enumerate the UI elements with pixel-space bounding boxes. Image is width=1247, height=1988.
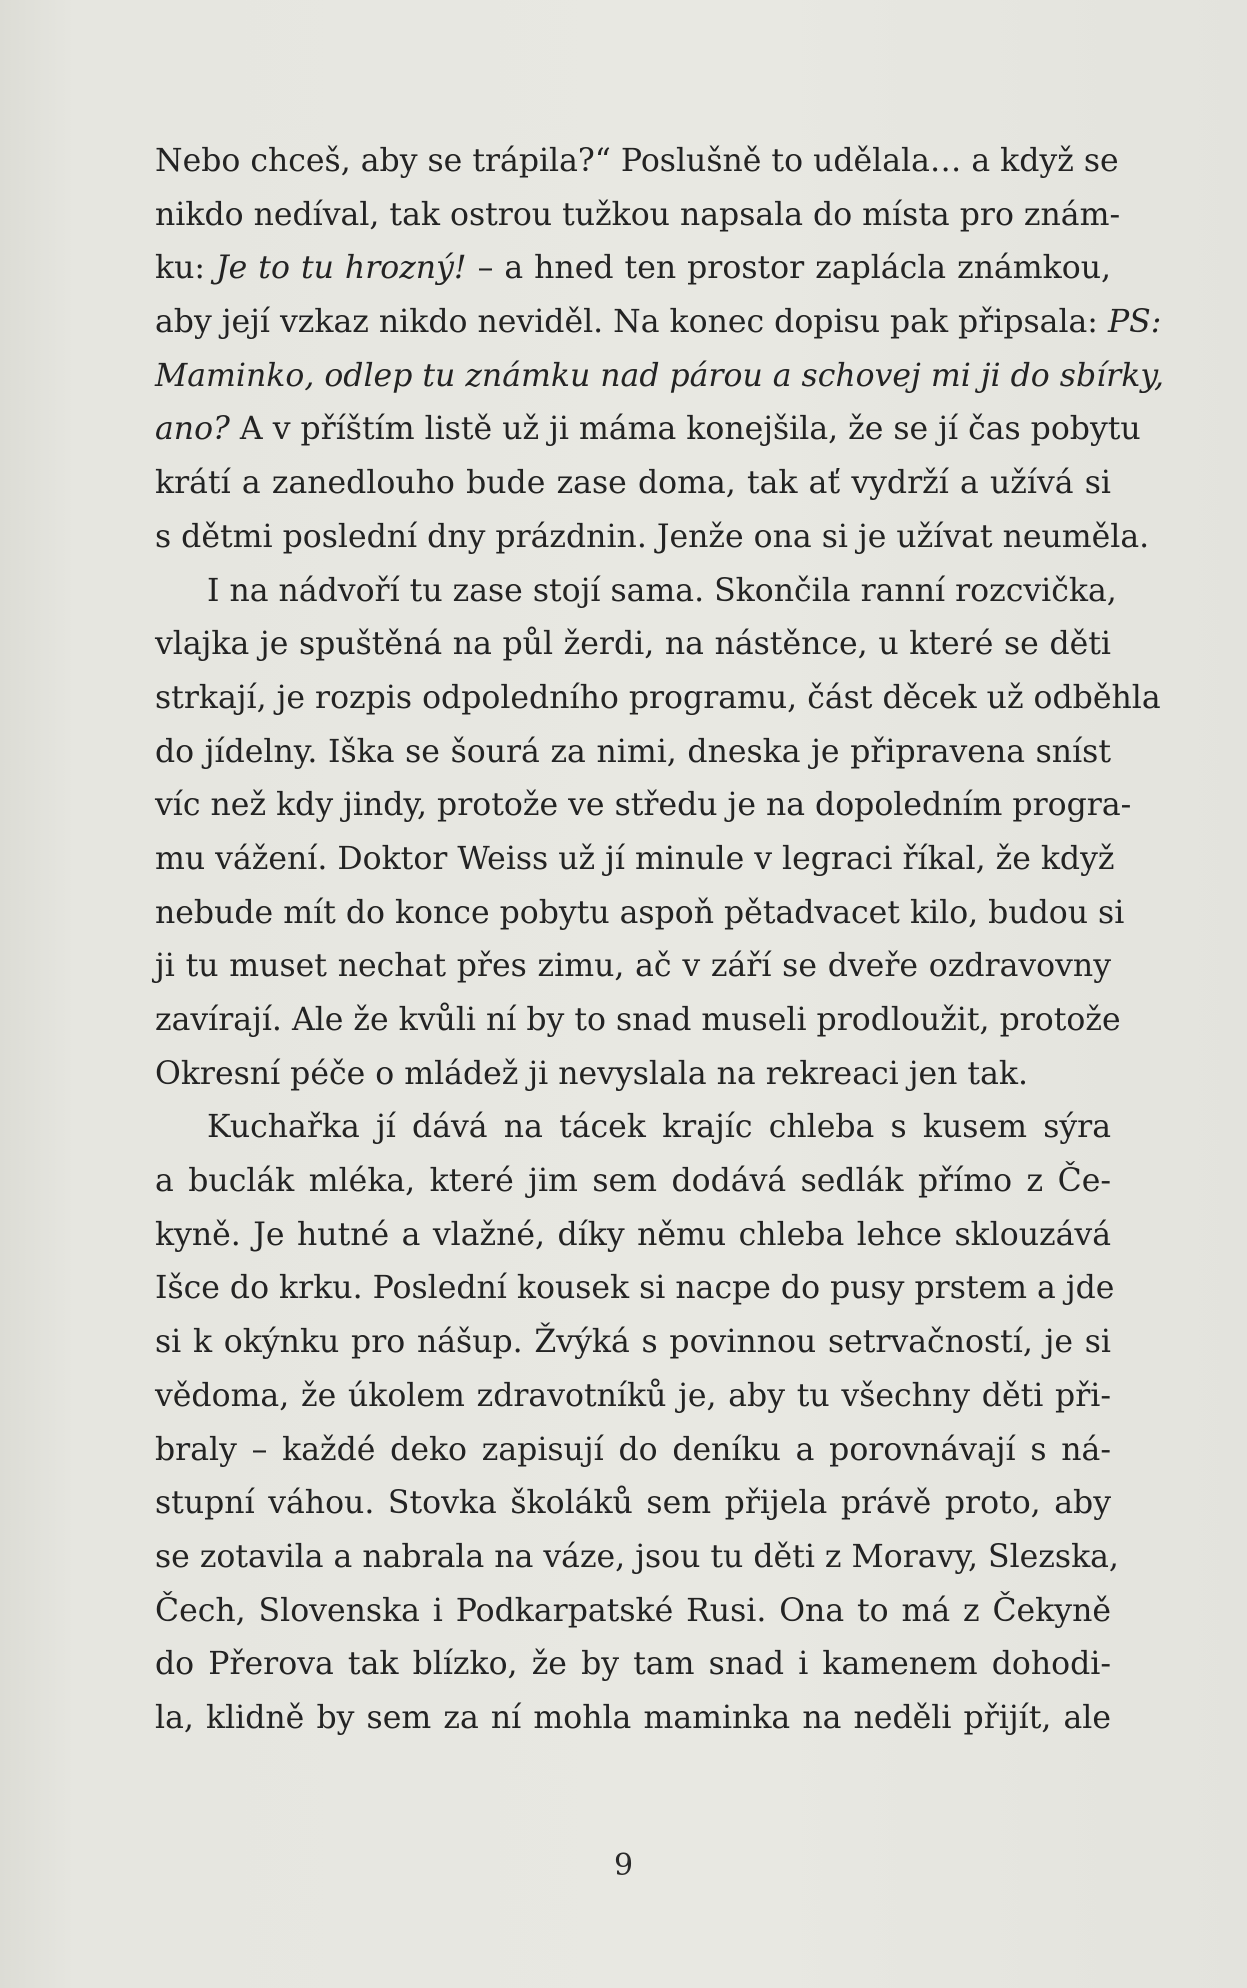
italic-text: PS: xyxy=(1107,304,1162,341)
text-line xyxy=(155,1585,1111,1639)
text-segment: Čech, Slovenska i Podkarpatské Rusi. Ona to má z Čekyně xyxy=(155,1592,1111,1629)
text-segment: si k okýnku pro nášup. Žvýká s povinnou setrvačností, je si xyxy=(155,1324,1111,1361)
text-segment: vědoma, že úkolem zdravotníků je, aby tu všechny děti při- xyxy=(155,1377,1111,1414)
text-line xyxy=(155,1209,1111,1263)
text-segment: Okresní péče o mládež ji nevyslala na rekreaci jen tak. xyxy=(155,1055,1028,1092)
text-segment: do Přerova tak blízko, že by tam snad i kamenem dohodi- xyxy=(155,1646,1111,1683)
text-line xyxy=(155,1531,1119,1585)
text-segment: nebude mít do konce pobytu aspoň pětadvacet kilo, budou si xyxy=(155,894,1125,931)
text-segment: ji tu muset nechat přes zimu, ač v září se dveře ozdravovny xyxy=(155,948,1111,985)
text-line xyxy=(155,1262,1115,1316)
text-segment: – a hned ten prostor zaplácla známkou, xyxy=(466,250,1111,287)
text-line xyxy=(155,618,1111,672)
text-segment: Nebo chceš, aby se trápila?“ Poslušně to udělala… a když se xyxy=(155,143,1119,179)
text-line xyxy=(155,994,1121,1048)
text-segment: aby její vzkaz nikdo neviděl. Na konec dopisu pak připsala: xyxy=(155,304,1108,341)
text-line xyxy=(155,457,1111,511)
text-segment: braly – každé deko zapisují do deníku a porovnávají s ná- xyxy=(155,1431,1111,1468)
text-line xyxy=(155,726,1111,780)
text-segment: s dětmi poslední dny prázdnin. Jenže ona si je užívat neuměla. xyxy=(155,518,1150,555)
text-line xyxy=(155,242,1111,296)
text-segment: krátí a zanedlouho bude zase doma, tak ať vydrží a užívá si xyxy=(155,465,1111,502)
page-number: 9 xyxy=(613,1848,634,1883)
text-segment: se zotavila a nabrala na váze, jsou tu děti z Moravy, Slezska, xyxy=(155,1538,1119,1575)
text-line xyxy=(155,350,1164,404)
text-line xyxy=(155,833,1115,887)
text-line xyxy=(155,135,1119,189)
text-segment: la, klidně by sem za ní mohla maminka na neděli přijít, ale xyxy=(155,1699,1111,1736)
text-line xyxy=(155,1424,1111,1478)
text-line xyxy=(155,1048,1111,1102)
italic-text: Maminko, odlep tu známku nad párou a schovej mi ji do sbírky, xyxy=(155,357,1164,394)
text-line xyxy=(155,779,1132,833)
text-line xyxy=(155,296,1162,350)
text-line xyxy=(155,1316,1111,1370)
text-segment: I na nádvoří tu zase stojí sama. Skončila ranní rozcvička, xyxy=(207,572,1117,609)
text-line xyxy=(155,672,1161,726)
text-line xyxy=(155,189,1121,243)
text-segment: Kuchařka jí dává na tácek krajíc chleba s kusem sýra xyxy=(207,1109,1111,1146)
text-segment: nikdo nedíval, tak ostrou tužkou napsala do místa pro znám- xyxy=(155,196,1121,233)
text-segment: víc než kdy jindy, protože ve středu je na dopoledním progra- xyxy=(155,787,1132,824)
italic-text: ano? xyxy=(155,411,230,448)
body-text xyxy=(155,135,1164,1746)
text-line xyxy=(155,1477,1111,1531)
text-segment: stupní váhou. Stovka školáků sem přijela právě proto, aby xyxy=(155,1485,1111,1522)
text-line xyxy=(155,1638,1111,1692)
text-segment: mu vážení. Doktor Weiss už jí minule v legraci říkal, že když xyxy=(155,840,1115,877)
text-segment: strkají, je rozpis odpoledního programu, část děcek už odběhla xyxy=(155,679,1161,716)
text-line xyxy=(155,1370,1111,1424)
text-line xyxy=(155,940,1111,994)
text-segment: A v příštím listě už ji máma konejšila, že se jí čas pobytu xyxy=(229,411,1141,448)
text-line xyxy=(155,887,1125,941)
text-line xyxy=(155,403,1141,457)
text-segment: vlajka je spuštěná na půl žerdi, na nástěnce, u které se děti xyxy=(155,626,1111,663)
text-line xyxy=(155,1692,1111,1746)
text-segment: zavírají. Ale že kvůli ní by to snad museli prodloužit, protože xyxy=(155,1002,1121,1038)
text-segment: ku: xyxy=(155,250,217,287)
text-line xyxy=(155,565,1117,619)
text-segment: Išce do krku. Poslední kousek si nacpe do pusy prstem a jde xyxy=(155,1270,1115,1307)
text-segment: a buclák mléka, které jim sem dodává sedlák přímo z Če- xyxy=(155,1163,1111,1200)
text-segment: kyně. Je hutné a vlažné, díky němu chleba lehce sklouzává xyxy=(155,1216,1111,1253)
italic-text: Je to tu hrozný! xyxy=(216,250,467,287)
text-line xyxy=(155,1101,1111,1155)
text-line xyxy=(155,511,1150,565)
text-line xyxy=(155,1155,1111,1209)
text-segment: do jídelny. Iška se šourá za nimi, dneska je připravena sníst xyxy=(155,733,1111,770)
